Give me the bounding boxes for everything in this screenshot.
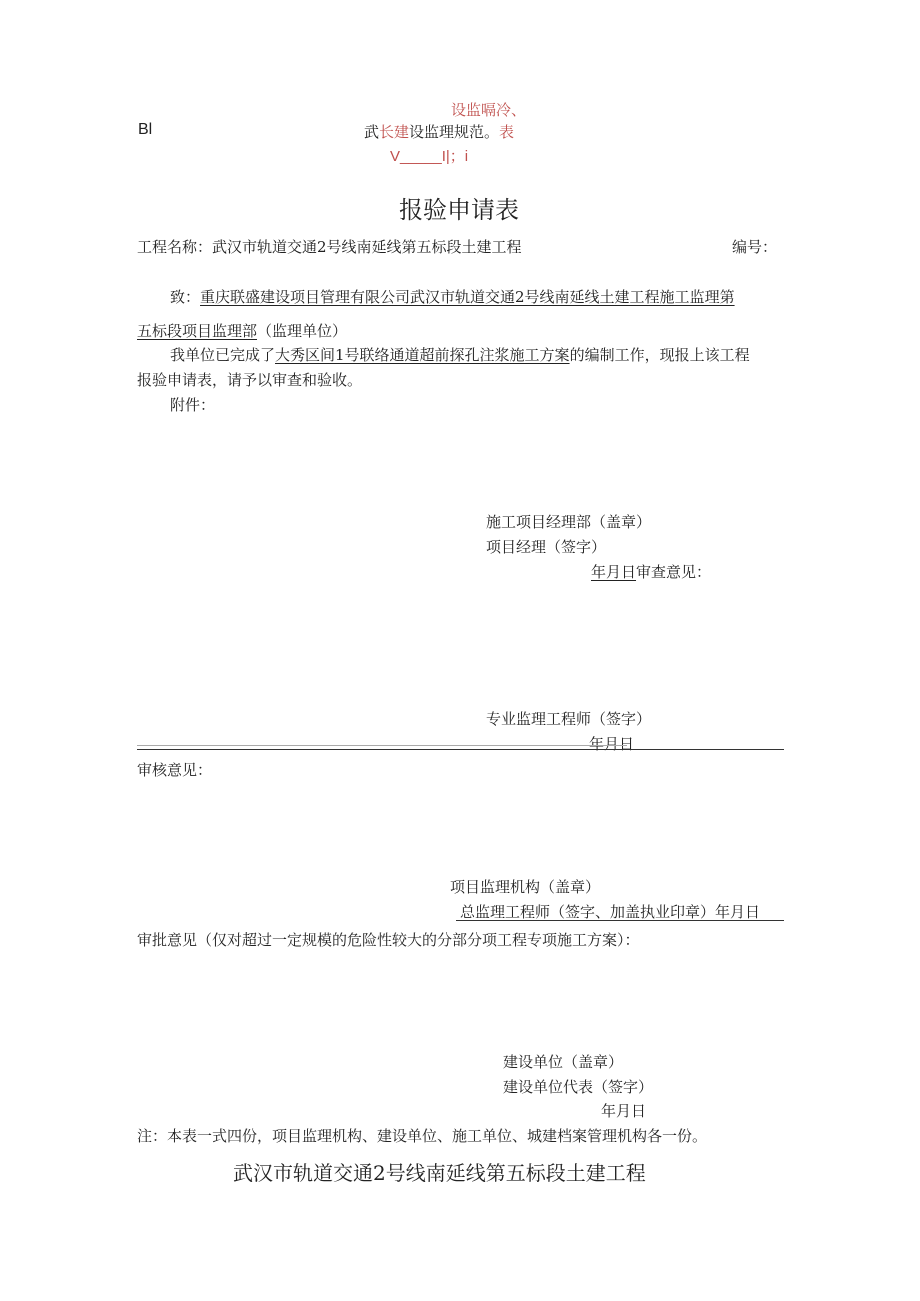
project-label: 工程名称： xyxy=(137,238,213,256)
construction-unit-rep-sign: 建设单位代表（签字） xyxy=(503,1078,654,1096)
footer-project-name: 武汉市轨道交通2号线南延线第五标段土建工程 xyxy=(233,1161,646,1185)
header-line-2-part-a: 武 xyxy=(364,123,380,141)
addressee-org-line-1: 重庆联盛建设项目管理有限公司武汉市轨道交通2号线南延线土建工程施工监理第 xyxy=(200,288,735,306)
body-item: 大秀区间1号联络通道超前探孔注浆施工方案 xyxy=(275,346,570,364)
audit-opinion-heading: 审核意见： xyxy=(137,761,213,779)
footnote: 注：本表一式四份，项目监理机构、建设单位、施工单位、城建档案管理机构各一份。 xyxy=(137,1127,708,1145)
divider-line-1-shadow xyxy=(137,745,627,746)
addressee-line-1 xyxy=(170,286,735,307)
addressee-prefix: 致： xyxy=(170,288,201,306)
body-line-1 xyxy=(170,344,750,365)
supervision-org-stamp: 项目监理机构（盖章） xyxy=(450,878,601,896)
attachment-label: 附件： xyxy=(170,396,216,414)
chief-engineer-sign: 总监理工程师（签字、加盖执业印章）年月日 xyxy=(460,903,761,921)
header-left-mark: Bl xyxy=(138,121,153,138)
project-line xyxy=(137,236,522,257)
header-line-2 xyxy=(364,121,514,142)
body-text-a: 我单位已完成了 xyxy=(170,346,276,364)
addressee-suffix: （监理单位） xyxy=(257,322,348,340)
review-opinion-heading: 审查意见： xyxy=(636,563,712,581)
project-name: 武汉市轨道交通2号线南延线第五标段土建工程 xyxy=(212,238,522,256)
section4-date: 年月日 xyxy=(601,1102,647,1120)
addressee-org-line-2: 五标段项目监理部 xyxy=(137,322,258,340)
divider-line-2 xyxy=(456,920,784,921)
number-label: 编号： xyxy=(732,238,778,256)
divider-line-1 xyxy=(137,749,784,750)
page-title: 报验申请表 xyxy=(399,196,519,224)
addressee-line-2 xyxy=(137,320,347,341)
header-line-1: 设监嗝冷、 xyxy=(451,101,527,119)
header-line-2-part-c: 设监理规范。 xyxy=(409,123,500,141)
body-text-b: 的编制工作，现报上该工程 xyxy=(569,346,750,364)
supervision-engineer-sign: 专业监理工程师（签字） xyxy=(486,710,652,728)
approval-opinion-heading: 审批意见（仅对超过一定规模的危险性较大的分部分项工程专项施工方案）： xyxy=(137,931,640,949)
header-line-2-part-b: 长建 xyxy=(379,123,410,141)
section2-date: 年月日 xyxy=(589,735,635,753)
construction-unit-stamp: 建设单位（盖章） xyxy=(503,1053,624,1071)
body-line-2: 报验申请表，请予以审查和验收。 xyxy=(137,371,363,389)
header-line-3: V_____I|；i xyxy=(390,148,469,165)
section1-date: 年月日 xyxy=(591,563,637,581)
section1-date-line xyxy=(591,561,711,582)
construction-dept-stamp: 施工项目经理部（盖章） xyxy=(486,513,652,531)
header-line-2-part-d: 表 xyxy=(499,123,515,141)
project-manager-sign: 项目经理（签字） xyxy=(486,538,607,556)
